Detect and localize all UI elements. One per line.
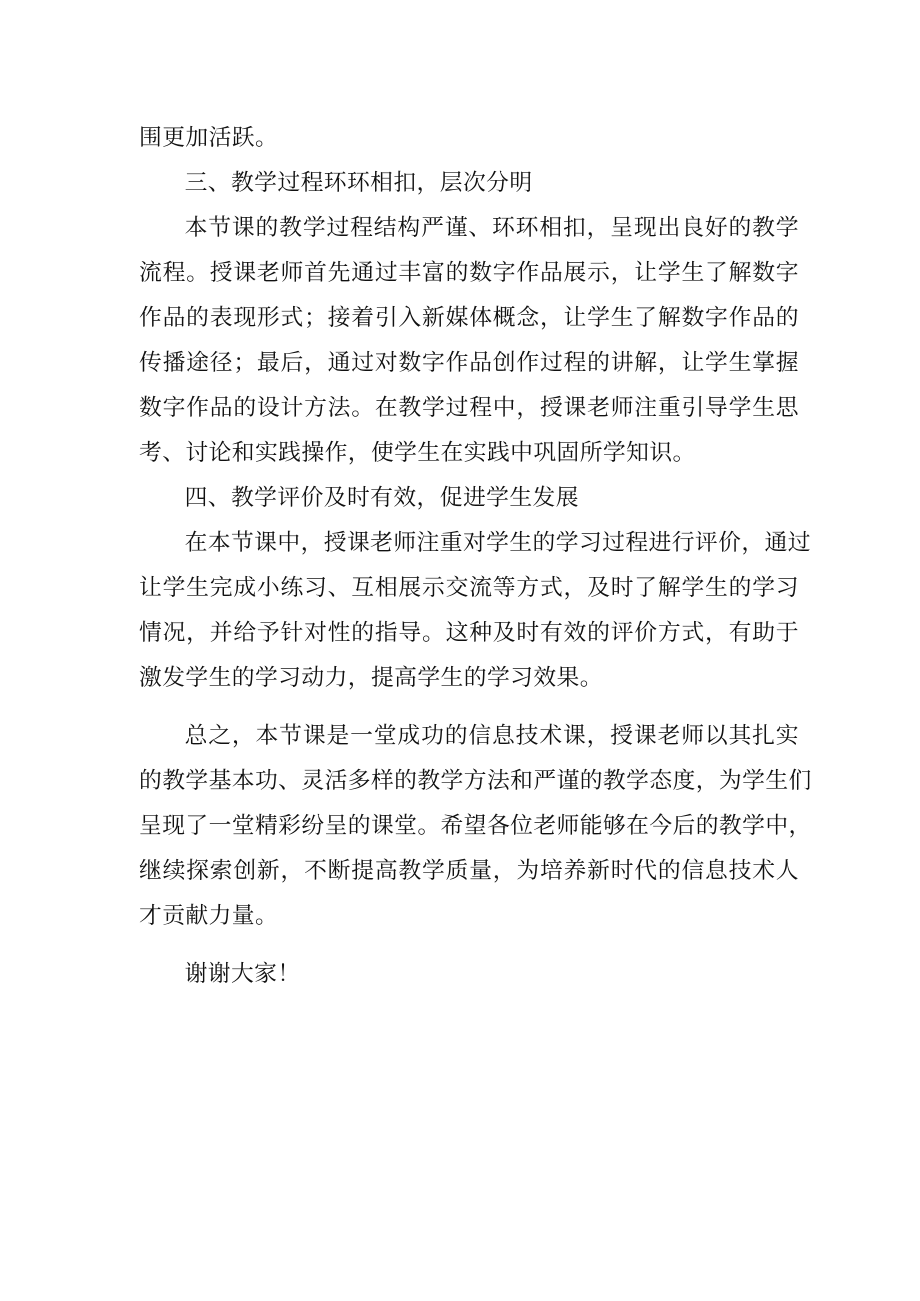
section-4-paragraph [139, 521, 811, 701]
text-line: 激发学生的学习动力，提高学生的学习效果。 [139, 665, 603, 691]
text-line: 考、讨论和实践操作，使学生在实践中巩固所学知识。 [139, 440, 696, 466]
text-line: 围更加活跃。 [139, 125, 279, 151]
section-heading-3 [139, 161, 799, 206]
closing-text: 谢谢大家！ [184, 961, 301, 987]
text-line: 呈现了一堂精彩纷呈的课堂。希望各位老师能够在今后的教学中， [139, 813, 812, 839]
text-line: 流程。授课老师首先通过丰富的数字作品展示，让学生了解数字 [139, 260, 799, 286]
text-line: 本节课的教学过程结构严谨、环环相扣，呈现出良好的教学 [184, 215, 799, 241]
closing-remark [139, 952, 799, 997]
text-line: 的教学基本功、灵活多样的教学方法和严谨的教学态度，为学生们 [139, 768, 812, 794]
text-line: 总之，本节课是一堂成功的信息技术课，授课老师以其扎实 [184, 723, 799, 749]
text-line: 才贡献力量。 [139, 903, 279, 929]
section-heading-text: 四、教学评价及时有效，促进学生发展 [184, 485, 579, 511]
text-line: 传播途径；最后，通过对数字作品创作过程的讲解，让学生掌握 [139, 350, 799, 376]
paragraph-spacer [139, 701, 799, 714]
text-line: 作品的表现形式；接着引入新媒体概念，让学生了解数字作品的 [139, 305, 799, 331]
section-heading-4 [139, 476, 799, 521]
section-heading-text: 三、教学过程环环相扣，层次分明 [184, 170, 533, 196]
text-line: 继续探索创新，不断提高教学质量，为培养新时代的信息技术人 [139, 858, 799, 884]
section-3-paragraph [139, 206, 799, 476]
conclusion-paragraph [139, 714, 812, 939]
text-line: 数字作品的设计方法。在教学过程中，授课老师注重引导学生思 [139, 395, 799, 421]
text-line: 让学生完成小练习、互相展示交流等方式，及时了解学生的学习 [139, 575, 799, 601]
text-line: 在本节课中，授课老师注重对学生的学习过程进行评价，通过 [184, 530, 811, 556]
text-line: 情况，并给予针对性的指导。这种及时有效的评价方式，有助于 [139, 620, 799, 646]
continuation-paragraph [139, 116, 799, 161]
paragraph-spacer [139, 939, 799, 952]
document-body [139, 116, 812, 997]
